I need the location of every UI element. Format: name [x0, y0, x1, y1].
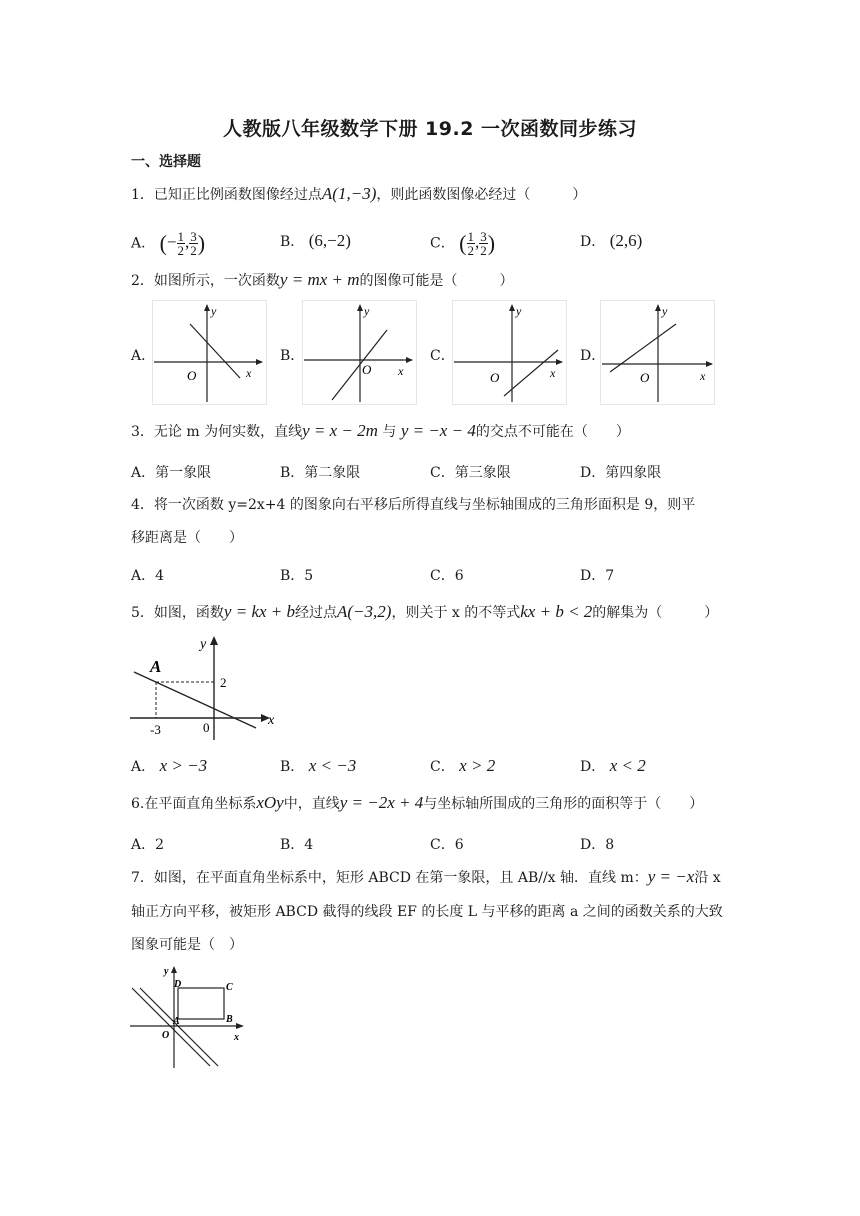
axis-y-label: y: [164, 966, 169, 977]
q6-option-d[interactable]: D．8: [580, 837, 615, 853]
point-a-label: A: [150, 657, 162, 676]
point-c-label: C: [226, 982, 233, 993]
q4-option-c[interactable]: C．6: [430, 568, 464, 584]
q1-suffix: ，则此函数图像必经过（ ）: [376, 187, 587, 203]
q3-option-d[interactable]: D．第四象限: [580, 465, 662, 481]
origin-label: O: [490, 370, 500, 385]
q3-option-c[interactable]: C．第三象限: [430, 465, 511, 481]
q1-option-a[interactable]: A． (− $\frac{1}{2}$ , $\frac{3}{2}$ ): [131, 229, 206, 258]
q2-graph-b[interactable]: [302, 300, 417, 405]
axis-y-label: y: [364, 304, 370, 318]
q1-option-c[interactable]: C． ( $\frac{1}{2}$ , $\frac{3}{2}$ ): [430, 229, 496, 258]
q5-option-d[interactable]: D． x < 2: [580, 756, 646, 775]
question-7-line-1: 7．如图，在平面直角坐标系中，矩形 ABCD 在第一象限，且 AB//x 轴．直线 m：y = −x沿 x: [131, 867, 721, 886]
q1-prefix: 1．已知正比例函数图像经过点: [131, 187, 322, 203]
q6-option-a[interactable]: A．2: [131, 837, 165, 853]
q7-figure: [126, 960, 250, 1072]
axis-x-label: x: [550, 366, 556, 380]
axis-y-label: y: [662, 304, 668, 318]
q4-option-b[interactable]: B．5: [280, 568, 314, 584]
axis-y-label: y: [211, 304, 217, 318]
q5-option-c[interactable]: C． x > 2: [430, 756, 496, 775]
q5-option-a[interactable]: A． x > −3: [131, 756, 208, 775]
axis-x-label: x: [700, 369, 706, 383]
q1-option-d[interactable]: D． (2,6): [580, 231, 643, 250]
question-5: 5．如图，函数y = kx + b经过点A(−3,2)，则关于 x 的不等式kx + b < 2的解集为（ ）: [131, 602, 719, 621]
origin-label: O: [362, 362, 372, 377]
question-2: 2．如图所示，一次函数y = mx + m的图像可能是（ ）: [131, 270, 514, 289]
q3-option-b[interactable]: B．第二象限: [280, 465, 361, 481]
tick-neg3-label: -3: [150, 722, 161, 737]
q1-option-b[interactable]: B． (6,−2): [280, 231, 351, 250]
question-3: 3．无论 m 为何实数，直线y = x − 2m 与 y = −x − 4的交点不可能在（ ）: [131, 421, 630, 440]
q2-graph-c[interactable]: [452, 300, 567, 405]
axis-y-label: y: [200, 637, 207, 652]
q4-option-d[interactable]: D．7: [580, 568, 615, 584]
point-a-label: A: [173, 1016, 180, 1027]
q1-point: A(1,−3): [321, 184, 377, 203]
q3-option-a[interactable]: A．第一象限: [131, 465, 212, 481]
axis-x-label: x: [268, 713, 275, 728]
q2-label-d[interactable]: D．: [580, 348, 606, 364]
origin-label: O: [162, 1030, 170, 1041]
section-heading: 一、选择题: [131, 154, 201, 170]
tick-2-label: 2: [220, 675, 227, 690]
axis-x-label: x: [234, 1032, 239, 1043]
q2-graph-d[interactable]: [600, 300, 715, 405]
q2-label-c[interactable]: C．: [430, 348, 455, 364]
page-title: 人教版八年级数学下册 19.2 一次函数同步练习: [222, 118, 638, 140]
point-d-label: D: [174, 979, 182, 990]
question-4-line-1: 4．将一次函数 y=2x+4 的图象向右平移后所得直线与坐标轴围成的三角形面积是 9，则平: [131, 497, 696, 513]
q2-label-a[interactable]: A．: [131, 348, 156, 364]
axis-x-label: x: [398, 364, 404, 378]
origin-label: O: [640, 370, 650, 385]
origin-label: O: [187, 368, 197, 383]
q2-label-b[interactable]: B．: [280, 348, 305, 364]
question-7-line-3: 图象可能是（ ）: [131, 937, 243, 953]
question-4-line-2: 移距离是（ ）: [131, 530, 243, 546]
q5-figure: [128, 632, 278, 742]
q6-option-b[interactable]: B．4: [280, 837, 314, 853]
axis-y-label: y: [516, 304, 522, 318]
q5-option-b[interactable]: B． x < −3: [280, 756, 357, 775]
q2-graph-a[interactable]: [152, 300, 267, 405]
question-6: 6.在平面直角坐标系xOy中，直线y = −2x + 4与坐标轴所围成的三角形的面积等于（ ）: [131, 793, 704, 812]
question-1: [131, 184, 586, 205]
origin-label: 0: [203, 720, 210, 735]
point-b-label: B: [226, 1014, 233, 1025]
q6-option-c[interactable]: C．6: [430, 837, 464, 853]
axis-x-label: x: [246, 366, 252, 380]
q4-option-a[interactable]: A．4: [131, 568, 165, 584]
question-7-line-2: 轴正方向平移，被矩形 ABCD 截得的线段 EF 的长度 L 与平移的距离 a 之间的函数关系的大致: [131, 904, 723, 920]
q2-function: y = mx + m: [279, 270, 360, 289]
